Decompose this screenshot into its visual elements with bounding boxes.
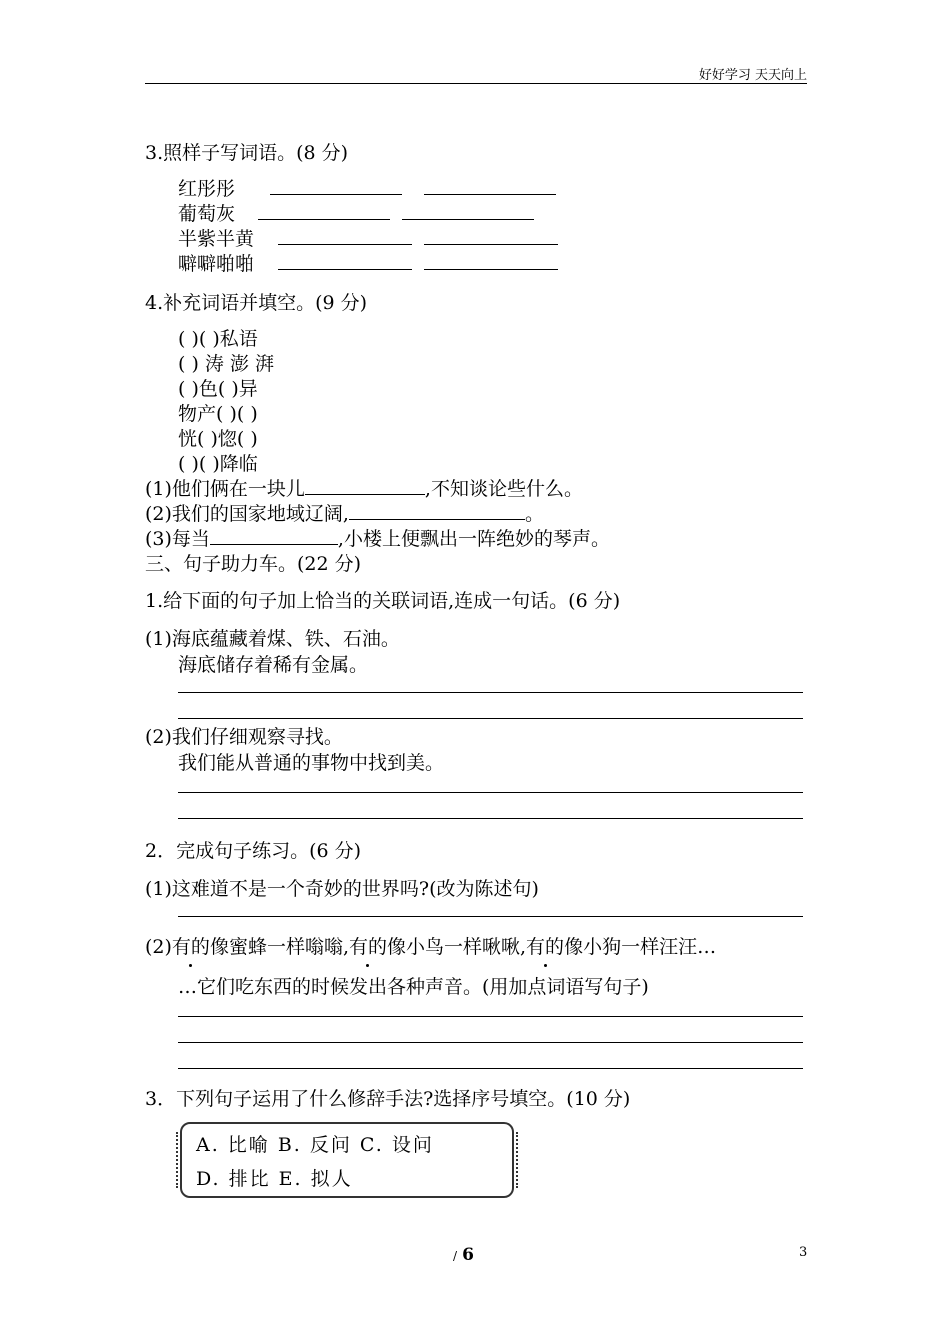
answer-line[interactable] xyxy=(178,692,803,693)
answer-line[interactable] xyxy=(178,1068,803,1069)
p2-title: 2．完成句子练习。(6 分) xyxy=(145,840,362,862)
q3-word-2: 葡萄灰 xyxy=(178,203,236,225)
q3-word-3: 半紫半黄 xyxy=(178,228,255,250)
page-number: 3 xyxy=(799,1245,808,1260)
answer-line[interactable] xyxy=(178,916,803,917)
q4-item-4: 物产( )( ) xyxy=(178,403,258,425)
q4-sentence-2: (2)我们的国家地域辽阔, 。 xyxy=(145,503,544,525)
emphasis-word: 有的 xyxy=(172,932,210,959)
q3-blank-3a[interactable] xyxy=(278,226,412,245)
options-row-2: D. 排比 E. 拟人 xyxy=(196,1168,353,1190)
q3-blank-1b[interactable] xyxy=(424,176,556,195)
answer-line[interactable] xyxy=(178,718,803,719)
options-box xyxy=(180,1122,514,1198)
q3-title: 3.照样子写词语。(8 分) xyxy=(145,142,349,164)
p2-b-line1: (2)有的像蜜蜂一样嗡嗡,有的像小鸟一样啾啾,有的像小狗一样汪汪… xyxy=(145,932,716,959)
p1-a-line2: 海底储存着稀有金属。 xyxy=(178,654,369,676)
p1-b-line2: 我们能从普通的事物中找到美。 xyxy=(178,752,445,774)
answer-line[interactable] xyxy=(178,792,803,793)
answer-line[interactable] xyxy=(178,1042,803,1043)
p2-b-line2: …它们吃东西的时候发出各种声音。(用加点词语写句子) xyxy=(178,976,649,998)
section-3-title: 三、句子助力车。(22 分) xyxy=(145,553,362,575)
p1-b-line1: (2)我们仔细观察寻找。 xyxy=(145,726,343,748)
q4-item-3: ( )色( )异 xyxy=(178,378,258,400)
q3-blank-3b[interactable] xyxy=(424,226,558,245)
header-motto: 好好学习 天天向上 xyxy=(698,68,807,83)
p2-a: (1)这难道不是一个奇妙的世界吗?(改为陈述句) xyxy=(145,878,539,900)
q3-blank-1a[interactable] xyxy=(270,176,402,195)
q4-item-6: ( )( )降临 xyxy=(178,453,258,475)
p1-title: 1.给下面的句子加上恰当的关联词语,连成一句话。(6 分) xyxy=(145,590,621,612)
answer-line[interactable] xyxy=(178,1016,803,1017)
q3-blank-2a[interactable] xyxy=(258,201,390,220)
answer-line[interactable] xyxy=(178,818,803,819)
q3-word-1: 红彤彤 xyxy=(178,178,236,200)
header-rule xyxy=(145,83,807,84)
emphasis-word: 有的 xyxy=(526,932,564,959)
q4-blank-3[interactable] xyxy=(210,526,338,545)
q4-item-2: ( ) 涛 澎 湃 xyxy=(178,353,274,375)
q4-sentence-1: (1)他们俩在一块儿 ,不知谈论些什么。 xyxy=(145,478,583,500)
options-row-1: A. 比喻 B. 反问 C. 设问 xyxy=(196,1134,434,1156)
q4-item-5: 恍( )惚( ) xyxy=(178,428,258,450)
p1-a-line1: (1)海底蕴藏着煤、铁、石油。 xyxy=(145,628,400,650)
q4-item-1: ( )( )私语 xyxy=(178,328,258,350)
q4-sentence-3: (3)每当 ,小楼上便飘出一阵绝妙的琴声。 xyxy=(145,528,610,550)
q3-blank-4a[interactable] xyxy=(278,251,412,270)
q3-blank-2b[interactable] xyxy=(402,201,534,220)
q4-title: 4.补充词语并填空。(9 分) xyxy=(145,292,368,314)
page-count: / 6 xyxy=(453,1245,474,1265)
q3-word-4: 噼噼啪啪 xyxy=(178,253,255,275)
emphasis-word: 有的 xyxy=(349,932,387,959)
q4-blank-2[interactable] xyxy=(349,501,525,520)
q4-blank-1[interactable] xyxy=(305,476,425,495)
q3-blank-4b[interactable] xyxy=(424,251,558,270)
p3-title: 3．下列句子运用了什么修辞手法?选择序号填空。(10 分) xyxy=(145,1088,631,1110)
